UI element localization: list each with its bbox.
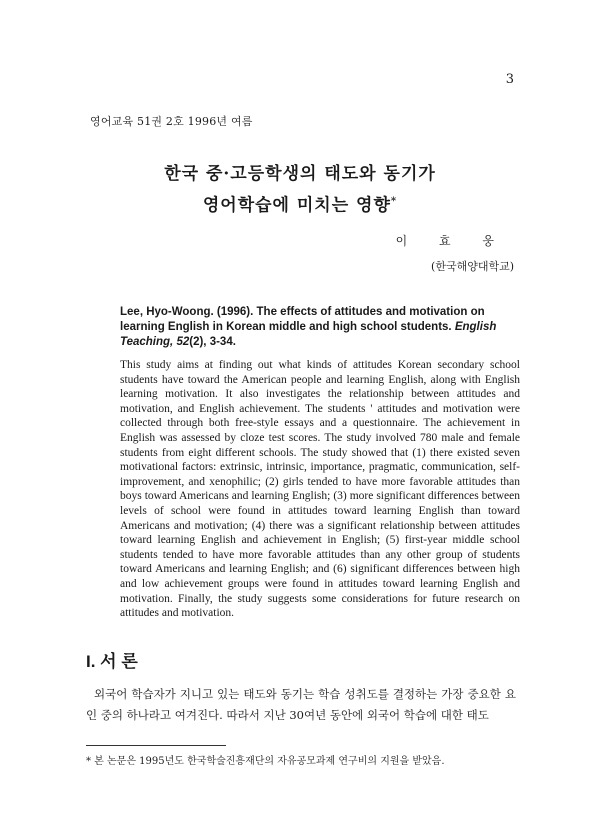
footnote: * 본 논문은 1995년도 한국학술진흥재단의 자유공모과제 연구비의 지원을 받았음. (86, 756, 445, 767)
body-paragraph: 외국어 학습자가 지니고 있는 태도와 동기는 학습 성취도를 결정하는 가장 중요한 요인 중의 하나라고 여겨진다. 따라서 지난 30여년 동안에 외국어 학습에 대한 태도 (86, 687, 516, 722)
title-line-2 (0, 188, 600, 220)
citation-volume: 52 (176, 336, 190, 348)
title-footnote-mark: * (390, 196, 398, 207)
author-affiliation: (한국해양대학교) (431, 260, 514, 273)
citation-text: Lee, Hyo-Woong. (1996). The effects of attitudes and motivation on learning English in Korean middle and high school students. (120, 306, 485, 333)
citation (120, 305, 520, 350)
author-name: 이 효 웅 (395, 234, 508, 248)
citation-issue-pages: (2), 3-34. (189, 336, 236, 348)
abstract: This study aims at finding out what kinds of attitudes Korean secondary school students have toward the American people and learning English, along with English learning motivation. It also investigates the relationship between attitudes and motivation, and English achievement. The students ' attitudes and motivation were collected through both free-style essays and a questionnaire. The achievement in English was assessed by cloze test scores. The study involved 780 male and female students from eight different schools. The study showed that (1) there existed seven motivational factors: extrinsic, intrinsic, importance, pragmatic, communication, self-improvement, and xenophilic; (2) girls tended to have more favorable attitudes than boys toward Americans and learning English; (3) more significant differences between levels of school were found in attitudes toward learning English than toward Americans and motivation; (4) there was a significant relationship between attitudes toward learning English and achievement in English; (5) first-year middle school students tended to have more favorable attitudes than any other group of students toward Americans and learning English; and (6) significant differences between high and low achievement groups were found in attitudes toward learning English and motivation. Finally, the study suggests some considerations for future research on attitudes and motivation. (120, 359, 520, 620)
paper-title (0, 160, 600, 220)
title-line-1: 한국 중·고등학생의 태도와 동기가 (164, 164, 436, 184)
footnote-divider (86, 745, 226, 746)
page-number: 3 (505, 72, 514, 87)
section-heading-introduction: I. 서 론 (86, 652, 138, 671)
title-line-2-text: 영어학습에 미치는 영향 (202, 195, 391, 216)
journal-issue-line: 영어교육 51권 2호 1996년 여름 (90, 115, 253, 128)
citation-journal: English Teaching, (120, 321, 497, 348)
